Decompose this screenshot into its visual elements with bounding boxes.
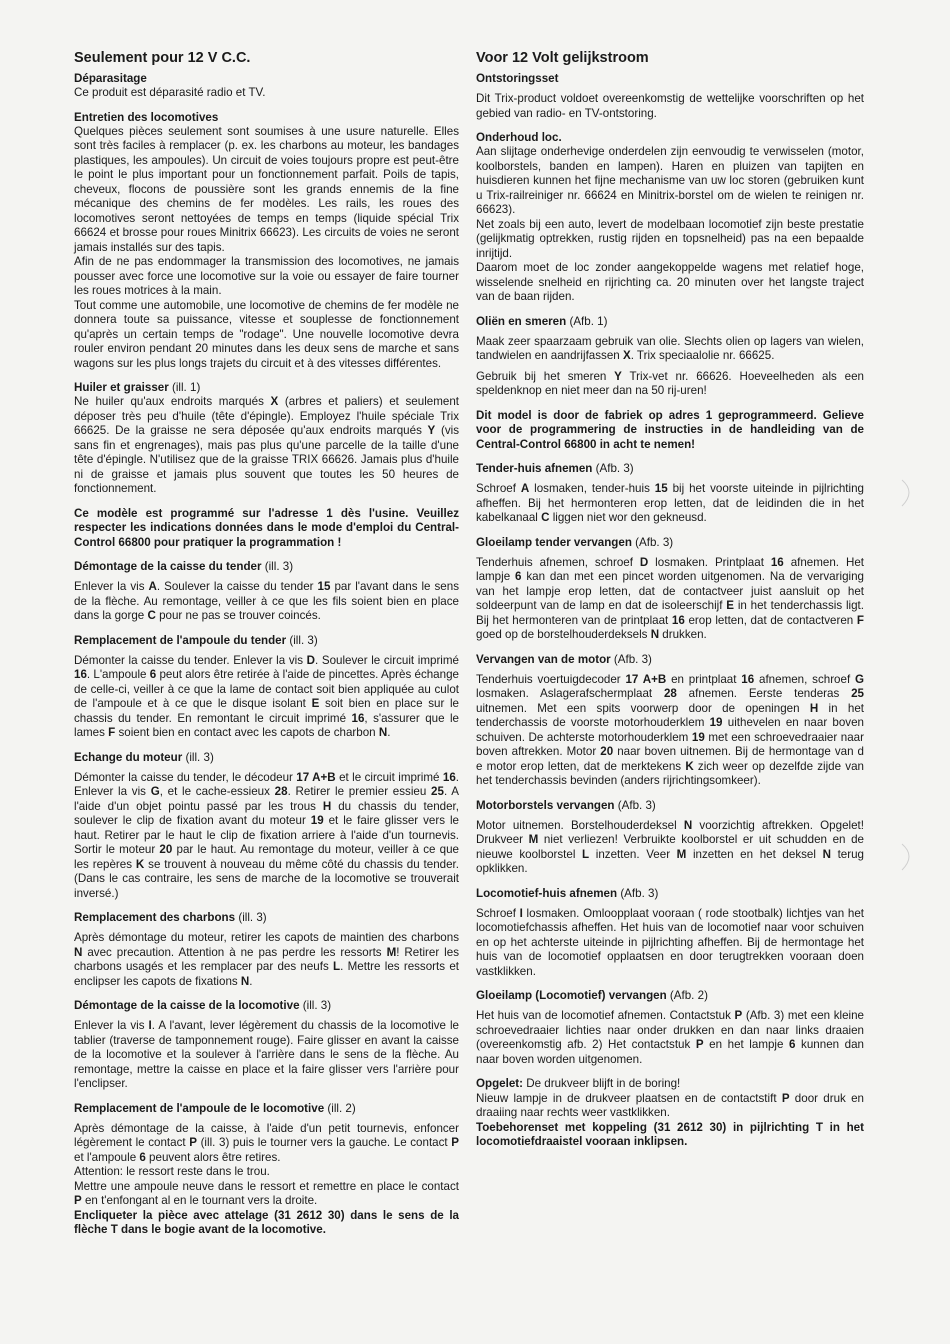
nl-text-motorborstels: Motor uitnemen. Borstelhouderdeksel N voorzichtig aftrekken. Opgelet! Drukveer M niet verliezen! Verbruikte koolborstel er uit schudden en de nieuwe koolborstel L inzetten. Veer M inzetten en het deksel N terug opklikken. (476, 818, 864, 875)
binder-hole-mark-bottom (898, 842, 918, 872)
nl-text-ontstoring: Dit Trix-product voldoet overeenkomstig de wettelijke voorschriften op het gebied van radio- en TV-ontstoring. (476, 92, 864, 120)
fr-heading-caisse-tender: Démontage de la caisse du tender (ill. 3) (74, 560, 294, 573)
nl-section-loco-huis (476, 887, 864, 980)
nl-text-onderhoud-2: Net zoals bij een auto, levert de modelbaan locomotief zijn beste prestatie (gelijkmatig optrekken, rustig rijden en topsnelheid) pas na een bepaalde inrijtijd. (476, 217, 864, 260)
fr-text-ampoule-tender: Démonter la caisse du tender. Enlever la vis D. Soulever le circuit imprimé 16. L'ampoule 6 peut alors être retirée à l'aide de pincettes. Après échange de celle-ci, veiller à ce que la lame de contact soit bien appliquée au culot de l'ampoule et à ce que le disque isolant E soit bien en place sur le chassis du tender. En remontant le circuit imprimé 16, s'assurer que le lames F soient bien en contact avec les capots de charbon N. (74, 653, 460, 739)
fr-programming-text: Ce modèle est programmé sur l'adresse 1 dès l'usine. Veuillez respecter les indications données dans le mode d'emploi du Central-Control 66800 pour pratiquer la programmation ! (74, 506, 459, 549)
fr-section-moteur (74, 751, 459, 902)
fr-text-ampoule-loco-1: Après démontage de la caisse, à l'aide d'un petit tournevis, enfoncer légèrement le contact P (ill. 3) puis le tourner vers la gauche. Le contact P et l'ampoule 6 peuvent alors être retires. (74, 1121, 459, 1164)
fr-section-deparasitage (74, 72, 459, 101)
nl-heading-motorborstels: Motorborstels vervangen (Afb. 3) (476, 798, 656, 812)
french-column (74, 50, 459, 1248)
fr-text-caisse-tender: Enlever la vis A. Soulever la caisse du tender 15 par l'avant dans le sens de la flèche. Au remontage, veiller à ce que les fils soient bien en place dans la gorge C pour ne pas se trouver coincés. (74, 580, 459, 622)
nl-section-tender-huis (476, 462, 864, 526)
fr-text-entretien-3: Tout comme une automobile, une locomotive de chemins de fer modèle ne donnera toute sa puissance, vitesse et souplesse de fonctionnement qu'après un certain temps de "rodage". Une nouvelle locomotive devra rouler environ pendant 20 minutes dans les deux sens de marche et sans wagons sur les plus longs trajets du circuit et à des vitesses différentes. (74, 298, 459, 370)
nl-heading-loco-huis: Locomotief-huis afnemen (Afb. 3) (476, 886, 659, 900)
nl-programming-notice (476, 409, 864, 453)
fr-heading-moteur: Echange du moteur (ill. 3) (74, 750, 214, 764)
nl-heading-tender-huis: Tender-huis afnemen (Afb. 3) (476, 462, 634, 475)
nl-text-opgelet-1: Opgelet: De drukveer blijft in de boring! (476, 1077, 681, 1090)
fr-text-entretien-2: Afin de ne pas endommager la transmission des locomotives, ne jamais pousser avec force une locomotive sur la voie ou essayer de faire tourner les roues motrices à la main. (74, 255, 459, 297)
fr-programming-notice (74, 507, 459, 551)
nl-section-motor (476, 653, 864, 789)
nl-heading-gloeilamp-tender: Gloeilamp tender vervangen (Afb. 3) (476, 535, 674, 549)
fr-text-entretien-1: Quelques pièces seulement sont soumises à une usure naturelle. Elles sont très faciles à remplacer (p. ex. les charbons au moteur, les bandages plastiques, les ampoules). Un circuit de voies toujours propre est peut-être le point le plus important pour un fonctionnement parfait. Poils de tapis, cheveux, flocons de poussière sont les grands ennemis de la fine mécanique des chemins de fer modèles. Les rails, les roues des locomotives seront nettoyées de temps en temps (liquide spécial Trix 66624 et brosse pour roues Minitrix 66623). Les circuits de voies ne seront jamais installés sur des tapis. (74, 124, 459, 254)
nl-text-onderhoud-1: Aan slijtage onderhevige onderdelen zijn eenvoudig te verwisselen (motor, koolborstels, banden en lampen). Haren en pluizen van tapijten en huisdieren kunnen het fijne mechanisme van uw loc storen (gebruiken kunt u Trix-railreiniger nr. 66624 en Minitrix-borstel om de wielen te reinigen nr. 66623). (476, 145, 864, 216)
fr-text-huiler: Ne huiler qu'aux endroits marqués X (arbres et paliers) et seulement déposer très peu d'huile (tête d'épingle). Employez l'huile spéciale Trix 66625. De la graisse ne sera déposée qu'aux endroits marqués Y (vis sans fin et engrenages), mais pas plus qu'une parcelle de la taille d'une tête d'épingle. N'utilisez que de la graisse TRIX 66626. Jamais plus d'huile ni de graisse et jamais plus souvent que toutes les 50 heures de fonctionnement. (74, 395, 459, 495)
nl-section-motorborstels (476, 799, 864, 877)
fr-text-ampoule-loco-bold: Encliqueter la pièce avec attelage (31 2612 30) dans le sens de la flèche T dans le bogie avant de la locomotive. (74, 1208, 459, 1236)
nl-heading-motor: Vervangen van de motor (Afb. 3) (476, 652, 652, 666)
nl-section-olien (476, 315, 864, 399)
nl-heading-gloeilamp-loco: Gloeilamp (Locomotief) vervangen (Afb. 2) (476, 989, 708, 1002)
nl-heading-olien: Oliën en smeren (Afb. 1) (476, 314, 608, 328)
fr-text-charbons: Après démontage du moteur, retirer les capots de maintien des charbons N avec precaution. Attention à ne pas perdre les ressorts M! Retirer les charbons usagés et les remplacer par des neufs L. Mettre les ressorts et enclipser les capots de fixations N. (74, 931, 459, 988)
fr-text-moteur: Démonter la caisse du tender, le décodeur 17 A+B et le circuit imprimé 16. Enlever la vis G, et le cache-essieux 28. Retirer le premier essieu 25. A l'aide d'un objet pointu passé par les trous H du chassis du tender, soulever le clip de fixation avant du moteur 19 et le faire glisser vers le haut. Retirer par le haut le clip de fixation arriere à l'aide d'un tournevis. Sortir le moteur 20 par le haut. Au remontage du moteur, veiller à ce que les repères K se trouvent à nouveau du même côté du chassis du tender. (Dans le cas contraire, les sens de marche de la locomotive se trouverait inversé.) (74, 770, 460, 900)
nl-text-olien-1: Maak zeer spaarzaam gebruik van olie. Slechts olien op lagers van wielen, tandwielen en aandrijfassen X. Trix speciaalolie nr. 66625. (476, 334, 864, 362)
nl-section-onderhoud (476, 131, 864, 305)
fr-section-caisse-loco (74, 999, 459, 1092)
fr-section-ampoule-loco (74, 1102, 459, 1238)
nl-section-gloeilamp-tender (476, 536, 864, 643)
nl-section-ontstoring (476, 72, 864, 121)
fr-heading-caisse-loco: Démontage de la caisse de la locomotive (ill. 3) (74, 999, 332, 1012)
nl-text-olien-2: Gebruik bij het smeren Y Trix-vet nr. 66626. Hoeveelheden als een speldenknop en niet meer dan na 50 rij-uren! (476, 369, 864, 397)
nl-heading-ontstoring: Ontstoringsset (476, 72, 559, 85)
fr-section-charbons (74, 911, 459, 989)
nl-text-motor: Tenderhuis voertuigdecoder 17 A+B en printplaat 16 afnemen, schroef G losmaken. Aslagerafschermplaat 28 afnemen. Eerste tenderas 25 uitnemen. Met een spits voorwerp door de openingen H in het tenderchassis de voorste motorhouderklem 19 uithevelen en naar boven schuiven. De achterste motorhouderklem 19 met een schroevedraaier naar boven aftrekken. Motor 20 naar boven uitnemen. Bij de hermontage van d e motor erop letten, dat de merktekens K zich weer op dezelfde zijde van het tenderchassis bevinden (anders rijrichtingsomkeer). (476, 672, 865, 787)
fr-heading-huiler: Huiler et graisser (ill. 1) (74, 381, 201, 394)
nl-text-gloeilamp-tender: Tenderhuis afnemen, schroef D losmaken. Printplaat 16 afnemen. Het lampje 6 kan dan met een pincet worden uitgenomen. Na de vervariging van het lampje erop letten, dat de contactveer juist aansluit op het soldeerpunt van de lamp en dat de isoleerschijf E in het tenderchassis ligt. Bij het hermonteren van de printplaat 16 erop letten, dat de contactveren F goed op de borstelhouderdeksels N drukken. (476, 555, 865, 641)
fr-heading-ampoule-loco: Remplacement de l'ampoule de le locomotive (ill. 2) (74, 1101, 356, 1115)
nl-text-opgelet-2: Nieuw lampje in de drukveer plaatsen en de contactstift P door druk en draaiing naar rechts weer vastklikken. (476, 1091, 864, 1119)
binder-hole-mark-top (898, 478, 918, 508)
fr-heading-ampoule-tender: Remplacement de l'ampoule du tender (ill. 3) (74, 633, 318, 647)
fr-section-huiler (74, 381, 459, 497)
nl-text-gloeilamp-loco: Het huis van de locomotief afnemen. Contactstuk P (Afb. 3) met een kleine schroevedraaier lichties naar onder drukken en dan naar links draaien (overeenkomstig afb. 2) Het contactstuk P en het lampje 6 kunnen dan naar boven worden uitgenomen. (476, 1009, 864, 1066)
nl-text-tender-huis: Schroef A losmaken, tender-huis 15 bij het voorste uiteinde in pijlrichting afheffen. Bij het hermonteren erop letten, dat de leidinden die in het kabelkanaal C liggen niet wor den gekneusd. (476, 482, 864, 524)
nl-section-opgelet (476, 1077, 864, 1150)
fr-section-ampoule-tender (74, 634, 459, 741)
french-title: Seulement pour 12 V C.C. (74, 50, 251, 66)
nl-text-opgelet-bold: Toebehorenset met koppeling (31 2612 30) in pijlrichting T in het locomotiefdraaistel vooraan inklipsen. (476, 1120, 864, 1148)
fr-text-caisse-loco: Enlever la vis I. A l'avant, lever légèrement du chassis de la locomotive le tablier (traverse de tamponnement rouge). Faire glisser en avant la caisse de la locomotive et la soulever à l'arrière dans le sens de la flèche. Au remontage, mettre la caisse en place et la faire glisser vers l'arrière pour l'enclipser. (74, 1019, 459, 1090)
fr-section-caisse-tender (74, 560, 459, 624)
fr-text-deparasitage: Ce produit est déparasité radio et TV. (74, 86, 266, 99)
nl-heading-onderhoud: Onderhoud loc. (476, 131, 562, 144)
nl-section-gloeilamp-loco (476, 989, 864, 1067)
dutch-column (476, 50, 864, 1160)
fr-heading-deparasitage: Déparasitage (74, 72, 147, 85)
fr-heading-charbons: Remplacement des charbons (ill. 3) (74, 911, 267, 924)
nl-programming-text: Dit model is door de fabriek op adres 1 geprogrammeerd. Gelieve voor de programmering de instructies in de handleiding van de Central-Control 66800 in acht te nemen! (476, 408, 864, 451)
fr-text-ampoule-loco-2: Attention: le ressort reste dans le trou. (74, 1165, 270, 1178)
fr-heading-entretien: Entretien des locomotives (74, 110, 219, 124)
fr-section-entretien (74, 111, 459, 372)
nl-text-loco-huis: Schroef I losmaken. Omloopplaat vooraan ( rode stootbalk) lichtjes van het locomotiefchassis afheffen. Het huis van de locomotief naar voor schuiven en op het achterste uiteinde in pijlrichting afheffen. Bij de hermontage het huis van de locomotief opplaatsen en door terugtrekken vooraan doen vastklikken. (476, 906, 864, 978)
nl-text-onderhoud-3: Daarom moet de loc zonder aangekoppelde wagens met relatief hoge, wisselende snelheid en rijrichting ca. 20 minuten over het langste traject van de baan rijden. (476, 261, 864, 303)
dutch-title: Voor 12 Volt gelijkstroom (476, 50, 649, 66)
fr-text-ampoule-loco-3: Mettre une ampoule neuve dans le ressort et remettre en place le contact P en t'enfongant al en le tournant vers la droite. (74, 1179, 459, 1207)
